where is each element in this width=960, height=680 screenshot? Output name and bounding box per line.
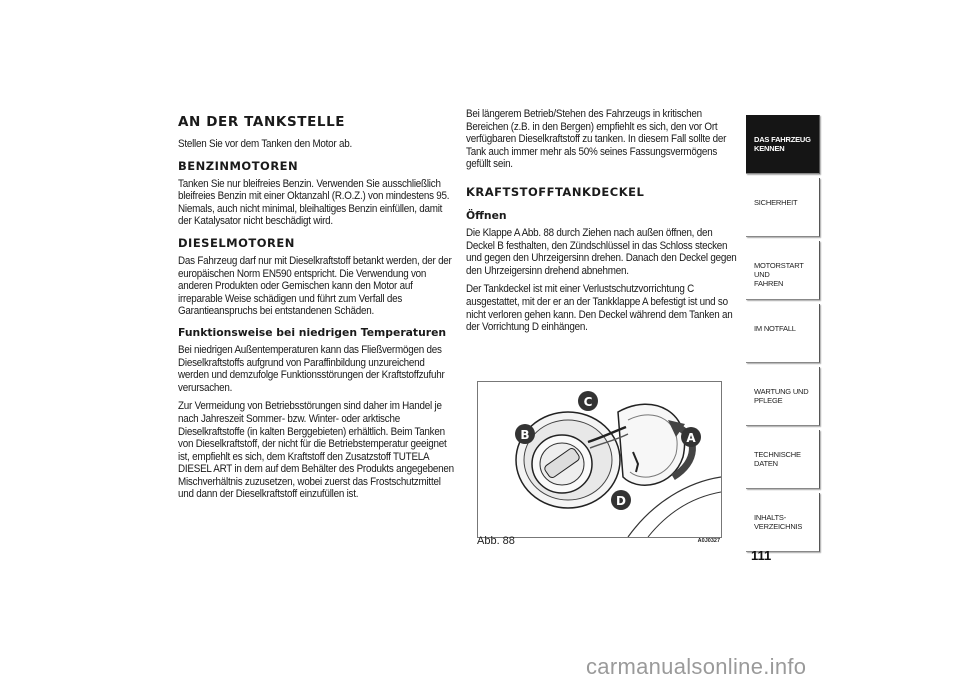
chapter-tabs	[746, 115, 820, 556]
tab-inhaltsverzeichnis[interactable]	[746, 493, 820, 552]
section-heading: AN DER TANKSTELLE	[178, 114, 346, 130]
low-temp-paragraph-2: Zur Vermeidung von Betriebsstörungen sind daher im Handel je nach Jahreszeit Sommer- bzw. Winter- oder arktische Dieselkraftstoffe (in kalten Berggebieten) erhältlich. Beim Tanken von Dieselkraftstoff, der nicht für die Betriebstemperatur geeignet ist, empfiehlt es sich, dem Kraftstoff den Zusatzstoff TUTELA DIESEL ART in dem auf dem Behälter des Produkts angegebenen Mischverhältnis zuzusetzen, wobei zuerst das Frostschutzmittel und dann der Dieselkraftstoff einzufüllen ist.	[178, 400, 454, 501]
fuel-cap-drawing	[478, 382, 721, 537]
low-temp-paragraph-1: Bei niedrigen Außentemperaturen kann das Fließvermögen des Dieselkraftstoffs aufgrund von Paraffinbildung unzureichend werden und demzufolge Funktionsstörungen der Kraftstoffzufuhr verursachen.	[178, 343, 445, 394]
watermark: carmanualsonline.info	[586, 654, 807, 679]
tab-label: MOTORSTART UND FAHREN	[754, 261, 804, 288]
label-a	[681, 427, 701, 447]
open-paragraph-2: Der Tankdeckel ist mit einer Verlustschutzvorrichtung C ausgestattet, mit der er an der Tankklappe A befestigt ist und so nicht verloren gehen kann. Den Deckel während dem Tanken an der Vorrichtung D einhängen.	[466, 283, 733, 334]
svg-text:A: A	[686, 431, 696, 445]
page-number: 111	[751, 548, 772, 563]
diesel-heading: DIESELMOTOREN	[178, 235, 295, 250]
open-paragraph-1: Die Klappe A Abb. 88 durch Ziehen nach außen öffnen, den Deckel B festhalten, den Zündschlüssel in das Schloss stecken und gegen den Uhrzeigersinn drehen. Danach den Deckel gegen den Uhrzeigersinn drehend abnehmen.	[466, 226, 737, 277]
benzin-text: Tanken Sie nur bleifreies Benzin. Verwenden Sie ausschließlich bleifreies Benzin mit einer Oktanzahl (R.O.Z.) von mindestens 95. Niemals, auch nicht minimal, bleihaltiges Benzin einfüllen, damit der Katalysator nicht beschädigt wird.	[178, 177, 450, 228]
open-heading: Öffnen	[466, 208, 507, 222]
tab-label: IM NOTFALL	[754, 324, 796, 333]
tab-motorstart-und-fahren[interactable]	[746, 241, 820, 300]
tab-label: SICHERHEIT	[754, 198, 798, 207]
tab-das-fahrzeug-kennen[interactable]	[746, 115, 820, 174]
left-column	[178, 114, 456, 507]
intro-text: Stellen Sie vor dem Tanken den Motor ab.	[178, 138, 352, 150]
tab-im-notfall[interactable]	[746, 304, 820, 363]
tab-label: TECHNISCHE DATEN	[754, 450, 801, 468]
tab-label: INHALTS- VERZEICHNIS	[754, 513, 803, 531]
tab-label: WARTUNG UND PFLEGE	[754, 387, 809, 405]
tab-label: DAS FAHRZEUG KENNEN	[754, 135, 811, 153]
diesel-text: Das Fahrzeug darf nur mit Dieselkraftstoff betankt werden, der der europäischen Norm EN590 entspricht. Die Verwendung von anderen Produkten oder Gemischen kann den Motor auf irreparable Weise schädigen und führt zum Verfall des Garantieanspruchs bei entstandenen Schäden.	[178, 254, 452, 318]
label-b	[515, 424, 535, 444]
tab-sicherheit[interactable]	[746, 178, 820, 237]
low-temp-heading: Funktionsweise bei niedrigen Temperaturen	[178, 325, 447, 339]
svg-text:D: D	[616, 494, 626, 508]
label-d	[611, 490, 631, 510]
benzin-heading: BENZINMOTOREN	[178, 158, 299, 173]
tab-technische-daten[interactable]	[746, 430, 820, 489]
right-column	[466, 108, 742, 340]
cap-heading: KRAFTSTOFFTANKDECKEL	[466, 184, 645, 199]
tab-wartung-und-pflege[interactable]	[746, 367, 820, 426]
svg-text:C: C	[583, 395, 593, 409]
fuel-cap-illustration	[477, 381, 722, 538]
figure-label: Abb. 88	[477, 535, 515, 547]
mountain-text: Bei längerem Betrieb/Stehen des Fahrzeugs in kritischen Bereichen (z.B. in den Bergen) empfiehlt es sich, den vor Ort verfügbaren Dieselkraftstoff zu tanken. In diesem Fall sollte der Tank auch immer mehr als 50% seines Fassungsvermögens gefüllt sein.	[466, 108, 727, 171]
label-c	[578, 391, 598, 411]
figure-caption	[477, 535, 722, 549]
svg-text:B: B	[520, 428, 530, 442]
figure-code: A0J0327	[697, 538, 720, 544]
